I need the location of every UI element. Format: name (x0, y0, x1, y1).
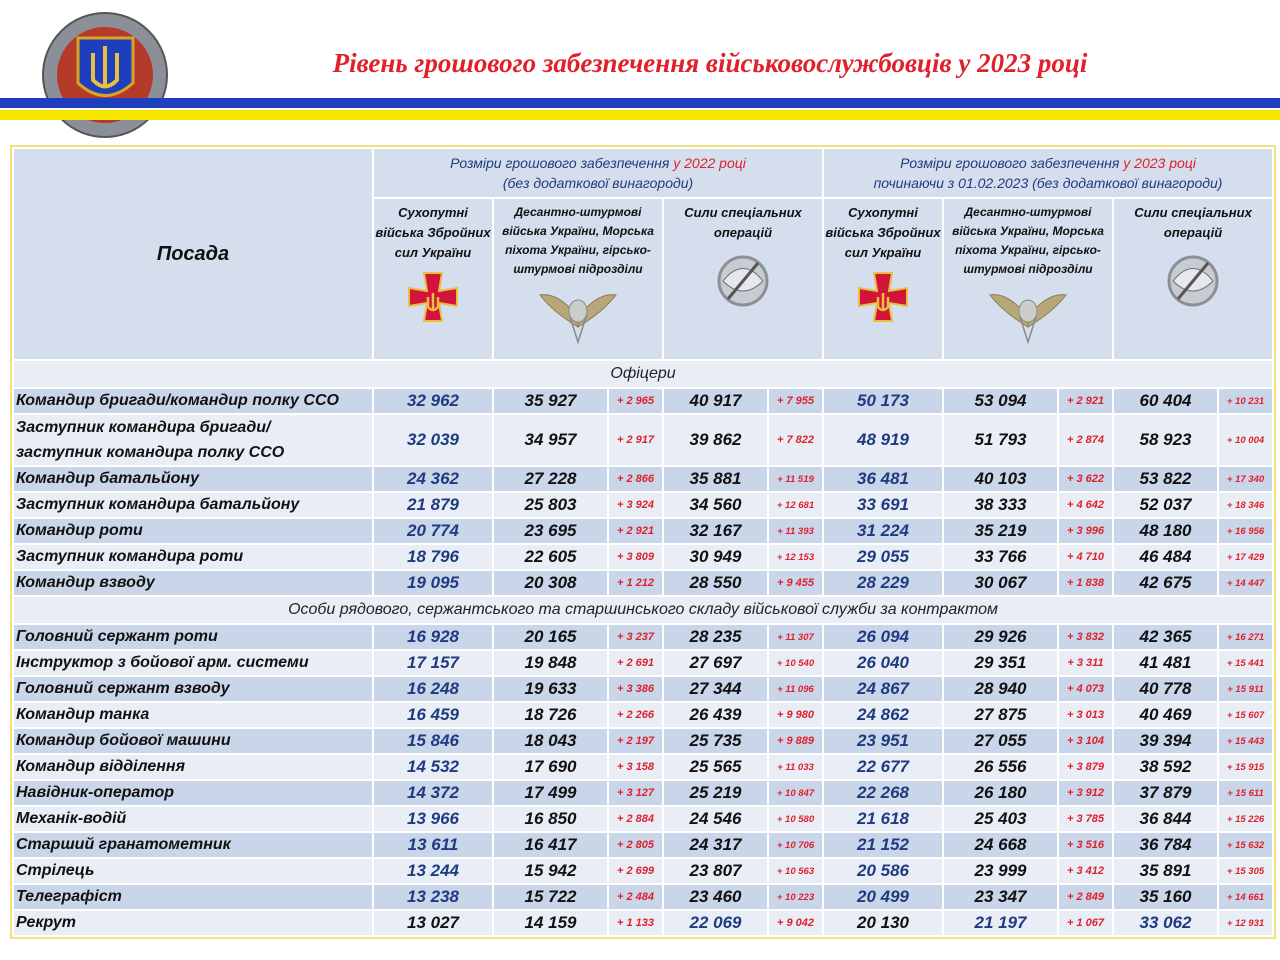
salary-cell: 19 848 (494, 651, 607, 675)
salary-cell: 16 850 (494, 807, 607, 831)
increase-cell: + 14 447 (1219, 571, 1272, 595)
increase-cell: + 1 838 (1059, 571, 1112, 595)
increase-cell: + 3 996 (1059, 519, 1112, 543)
salary-cell: 20 130 (824, 911, 942, 935)
salary-cell: 16 417 (494, 833, 607, 857)
position-name: Командир танка (14, 703, 372, 727)
air-assault-wings-icon (988, 287, 1068, 349)
salary-cell: 33 691 (824, 493, 942, 517)
salary-cell: 26 556 (944, 755, 1057, 779)
salary-cell: 17 690 (494, 755, 607, 779)
increase-cell: + 16 271 (1219, 625, 1272, 649)
section-header: Особи рядового, сержантського та старшинського складу військової служби за контрактом (14, 597, 1272, 623)
table-row (14, 467, 1272, 491)
increase-cell: + 10 563 (769, 859, 822, 883)
increase-cell: + 15 632 (1219, 833, 1272, 857)
salary-cell: 51 793 (944, 415, 1057, 465)
salary-cell: 22 069 (664, 911, 767, 935)
salary-cell: 20 308 (494, 571, 607, 595)
increase-cell: + 3 785 (1059, 807, 1112, 831)
increase-cell: + 16 956 (1219, 519, 1272, 543)
table-row (14, 625, 1272, 649)
increase-cell: + 2 965 (609, 389, 662, 413)
increase-cell: + 9 455 (769, 571, 822, 595)
increase-cell: + 11 096 (769, 677, 822, 701)
salary-cell: 35 219 (944, 519, 1057, 543)
increase-cell: + 10 580 (769, 807, 822, 831)
increase-cell: + 10 231 (1219, 389, 1272, 413)
salary-cell: 13 244 (374, 859, 492, 883)
increase-cell: + 2 917 (609, 415, 662, 465)
table-row (14, 755, 1272, 779)
salary-cell: 26 180 (944, 781, 1057, 805)
increase-cell: + 15 915 (1219, 755, 1272, 779)
salary-cell: 39 394 (1114, 729, 1217, 753)
salary-cell: 17 499 (494, 781, 607, 805)
salary-cell: 14 372 (374, 781, 492, 805)
salary-cell: 16 928 (374, 625, 492, 649)
increase-cell: + 3 386 (609, 677, 662, 701)
position-name: Механік-водій (14, 807, 372, 831)
group-note: починаючи з 01.02.2023 (без додаткової винагороди) (873, 175, 1223, 191)
salary-cell: 42 675 (1114, 571, 1217, 595)
increase-cell: + 3 809 (609, 545, 662, 569)
salary-cell: 22 605 (494, 545, 607, 569)
salary-cell: 13 027 (374, 911, 492, 935)
salary-cell: 16 248 (374, 677, 492, 701)
salary-cell: 25 565 (664, 755, 767, 779)
increase-cell: + 15 611 (1219, 781, 1272, 805)
group-label: Розміри грошового забезпечення (450, 155, 674, 171)
flag-stripe-yellow (0, 110, 1280, 120)
salary-cell: 22 677 (824, 755, 942, 779)
group-year: у 2023 році (1123, 155, 1196, 171)
increase-cell: + 3 832 (1059, 625, 1112, 649)
salary-cell: 14 159 (494, 911, 607, 935)
increase-cell: + 12 681 (769, 493, 822, 517)
salary-cell: 27 228 (494, 467, 607, 491)
increase-cell: + 15 911 (1219, 677, 1272, 701)
salary-cell: 25 735 (664, 729, 767, 753)
increase-cell: + 11 519 (769, 467, 822, 491)
salary-cell: 29 055 (824, 545, 942, 569)
increase-cell: + 11 393 (769, 519, 822, 543)
salary-cell: 17 157 (374, 651, 492, 675)
branch-header (824, 199, 942, 359)
increase-cell: + 3 912 (1059, 781, 1112, 805)
increase-cell: + 1 067 (1059, 911, 1112, 935)
increase-cell: + 10 540 (769, 651, 822, 675)
salary-cell: 21 152 (824, 833, 942, 857)
increase-cell: + 2 484 (609, 885, 662, 909)
salary-cell: 46 484 (1114, 545, 1217, 569)
salary-cell: 13 966 (374, 807, 492, 831)
table-row (14, 545, 1272, 569)
salary-cell: 24 668 (944, 833, 1057, 857)
salary-cell: 29 351 (944, 651, 1057, 675)
increase-cell: + 15 305 (1219, 859, 1272, 883)
position-name: Головний сержант взводу (14, 677, 372, 701)
salary-cell: 33 062 (1114, 911, 1217, 935)
increase-cell: + 2 884 (609, 807, 662, 831)
table-row (14, 859, 1272, 883)
salary-cell: 38 592 (1114, 755, 1217, 779)
increase-cell: + 17 340 (1219, 467, 1272, 491)
salary-cell: 41 481 (1114, 651, 1217, 675)
ground-forces-cross-icon (400, 271, 466, 333)
increase-cell: + 2 874 (1059, 415, 1112, 465)
increase-cell: + 3 924 (609, 493, 662, 517)
increase-cell: + 17 429 (1219, 545, 1272, 569)
table-row (14, 519, 1272, 543)
salary-cell: 21 879 (374, 493, 492, 517)
page-title: Рівень грошового забезпечення військовослужбовців у 2023 році (332, 48, 1088, 78)
increase-cell: + 2 266 (609, 703, 662, 727)
increase-cell: + 2 921 (609, 519, 662, 543)
salary-cell: 28 940 (944, 677, 1057, 701)
special-operations-emblem-icon (703, 251, 783, 313)
salary-cell: 23 951 (824, 729, 942, 753)
salary-cell: 50 173 (824, 389, 942, 413)
salary-cell: 22 268 (824, 781, 942, 805)
salary-cell: 25 803 (494, 493, 607, 517)
salary-cell: 40 469 (1114, 703, 1217, 727)
salary-cell: 37 879 (1114, 781, 1217, 805)
increase-cell: + 15 226 (1219, 807, 1272, 831)
position-name: Заступник командира батальйону (14, 493, 372, 517)
ground-forces-cross-icon (850, 271, 916, 333)
salary-cell: 39 862 (664, 415, 767, 465)
salary-cell: 34 957 (494, 415, 607, 465)
increase-cell: + 2 866 (609, 467, 662, 491)
salary-cell: 36 844 (1114, 807, 1217, 831)
salary-cell: 36 481 (824, 467, 942, 491)
position-name: Командир роти (14, 519, 372, 543)
position-name: Старший гранатометник (14, 833, 372, 857)
salary-cell: 23 347 (944, 885, 1057, 909)
position-name: Рекрут (14, 911, 372, 935)
salary-cell: 34 560 (664, 493, 767, 517)
salary-cell: 27 697 (664, 651, 767, 675)
salary-cell: 13 611 (374, 833, 492, 857)
salary-cell: 20 774 (374, 519, 492, 543)
salary-cell: 48 919 (824, 415, 942, 465)
table-row (14, 651, 1272, 675)
table-row (14, 885, 1272, 909)
increase-cell: + 3 412 (1059, 859, 1112, 883)
column-header-posada: Посада (14, 149, 372, 359)
increase-cell: + 2 197 (609, 729, 662, 753)
salary-cell: 27 055 (944, 729, 1057, 753)
salary-cell: 21 197 (944, 911, 1057, 935)
increase-cell: + 2 699 (609, 859, 662, 883)
salary-cell: 53 094 (944, 389, 1057, 413)
ministry-of-defence-emblem (38, 8, 173, 143)
branch-header (374, 199, 492, 359)
table-row (14, 493, 1272, 517)
salary-cell: 18 796 (374, 545, 492, 569)
salary-cell: 48 180 (1114, 519, 1217, 543)
salary-cell: 35 927 (494, 389, 607, 413)
increase-cell: + 3 311 (1059, 651, 1112, 675)
increase-cell: + 4 710 (1059, 545, 1112, 569)
table-row (14, 677, 1272, 701)
increase-cell: + 10 706 (769, 833, 822, 857)
salary-cell: 24 862 (824, 703, 942, 727)
increase-cell: + 12 931 (1219, 911, 1272, 935)
increase-cell: + 4 073 (1059, 677, 1112, 701)
salary-cell: 19 633 (494, 677, 607, 701)
salary-cell: 23 807 (664, 859, 767, 883)
salary-cell: 27 875 (944, 703, 1057, 727)
salary-cell: 21 618 (824, 807, 942, 831)
increase-cell: + 3 516 (1059, 833, 1112, 857)
salary-cell: 26 439 (664, 703, 767, 727)
increase-cell: + 12 153 (769, 545, 822, 569)
increase-cell: + 2 921 (1059, 389, 1112, 413)
increase-cell: + 3 237 (609, 625, 662, 649)
air-assault-wings-icon (538, 287, 618, 349)
increase-cell: + 9 980 (769, 703, 822, 727)
salary-cell: 18 726 (494, 703, 607, 727)
branch-label: Сили спеціальних операцій (684, 205, 802, 240)
group-header-2023 (824, 149, 1272, 197)
salary-cell: 58 923 (1114, 415, 1217, 465)
increase-cell: + 7 955 (769, 389, 822, 413)
salary-cell: 20 586 (824, 859, 942, 883)
salary-cell: 20 165 (494, 625, 607, 649)
branch-header (664, 199, 822, 359)
branch-label: Сухопутні війська Збройних сил України (825, 205, 941, 260)
branch-header (1114, 199, 1272, 359)
branch-label: Сухопутні війська Збройних сил України (375, 205, 491, 260)
position-name: Головний сержант роти (14, 625, 372, 649)
salary-cell: 60 404 (1114, 389, 1217, 413)
salary-cell: 23 999 (944, 859, 1057, 883)
salary-cell: 26 094 (824, 625, 942, 649)
increase-cell: + 1 212 (609, 571, 662, 595)
increase-cell: + 9 889 (769, 729, 822, 753)
salary-cell: 42 365 (1114, 625, 1217, 649)
salary-cell: 24 546 (664, 807, 767, 831)
branch-label: Десантно-штурмові війська України, Морська піхота України, гірсько-штурмові підрозділи (952, 205, 1104, 276)
salary-cell: 40 103 (944, 467, 1057, 491)
increase-cell: + 3 158 (609, 755, 662, 779)
increase-cell: + 3 013 (1059, 703, 1112, 727)
position-name: Заступник командира роти (14, 545, 372, 569)
table-row (14, 389, 1272, 413)
salary-cell: 27 344 (664, 677, 767, 701)
increase-cell: + 18 346 (1219, 493, 1272, 517)
table-row (14, 833, 1272, 857)
position-name: Командир бригади/командир полку ССО (14, 389, 372, 413)
salary-cell: 32 039 (374, 415, 492, 465)
position-name: Навідник-оператор (14, 781, 372, 805)
salary-cell: 15 942 (494, 859, 607, 883)
salary-cell: 35 891 (1114, 859, 1217, 883)
position-name: Заступник командира бригади/ заступник командира полку ССО (14, 415, 372, 465)
salary-cell: 30 067 (944, 571, 1057, 595)
branch-label: Десантно-штурмові війська України, Морська піхота України, гірсько-штурмові підрозділи (502, 205, 654, 276)
salary-cell: 36 784 (1114, 833, 1217, 857)
salary-cell: 32 962 (374, 389, 492, 413)
salary-cell: 13 238 (374, 885, 492, 909)
salary-cell: 26 040 (824, 651, 942, 675)
salary-cell: 15 846 (374, 729, 492, 753)
increase-cell: + 2 805 (609, 833, 662, 857)
table-row (14, 703, 1272, 727)
salary-cell: 15 722 (494, 885, 607, 909)
increase-cell: + 10 223 (769, 885, 822, 909)
salary-cell: 33 766 (944, 545, 1057, 569)
position-name: Командир взводу (14, 571, 372, 595)
increase-cell: + 11 307 (769, 625, 822, 649)
increase-cell: + 4 642 (1059, 493, 1112, 517)
salary-cell: 31 224 (824, 519, 942, 543)
salary-cell: 24 317 (664, 833, 767, 857)
salary-cell: 23 460 (664, 885, 767, 909)
salary-cell: 18 043 (494, 729, 607, 753)
salary-cell: 35 160 (1114, 885, 1217, 909)
increase-cell: + 15 607 (1219, 703, 1272, 727)
salary-cell: 32 167 (664, 519, 767, 543)
salary-cell: 28 235 (664, 625, 767, 649)
table-row (14, 807, 1272, 831)
group-label: Розміри грошового забезпечення (900, 155, 1124, 171)
salary-cell: 25 219 (664, 781, 767, 805)
salary-cell: 24 867 (824, 677, 942, 701)
salary-cell: 35 881 (664, 467, 767, 491)
increase-cell: + 15 441 (1219, 651, 1272, 675)
salary-cell: 40 778 (1114, 677, 1217, 701)
position-name: Стрілець (14, 859, 372, 883)
increase-cell: + 3 127 (609, 781, 662, 805)
table-row (14, 571, 1272, 595)
increase-cell: + 11 033 (769, 755, 822, 779)
salary-cell: 24 362 (374, 467, 492, 491)
salary-table (10, 145, 1276, 939)
section-header: Офіцери (14, 361, 1272, 387)
increase-cell: + 10 847 (769, 781, 822, 805)
salary-cell: 53 822 (1114, 467, 1217, 491)
branch-header (944, 199, 1112, 359)
position-name: Командир бойової машини (14, 729, 372, 753)
salary-cell: 23 695 (494, 519, 607, 543)
table-row (14, 729, 1272, 753)
position-name: Інструктор з бойової арм. системи (14, 651, 372, 675)
branch-label: Сили спеціальних операцій (1134, 205, 1252, 240)
increase-cell: + 3 879 (1059, 755, 1112, 779)
salary-cell: 30 949 (664, 545, 767, 569)
table-row (14, 911, 1272, 935)
increase-cell: + 3 104 (1059, 729, 1112, 753)
increase-cell: + 14 661 (1219, 885, 1272, 909)
salary-cell: 40 917 (664, 389, 767, 413)
salary-cell: 20 499 (824, 885, 942, 909)
increase-cell: + 1 133 (609, 911, 662, 935)
salary-cell: 14 532 (374, 755, 492, 779)
salary-cell: 16 459 (374, 703, 492, 727)
increase-cell: + 9 042 (769, 911, 822, 935)
salary-cell: 28 229 (824, 571, 942, 595)
group-header-2022 (374, 149, 822, 197)
increase-cell: + 15 443 (1219, 729, 1272, 753)
table-row (14, 781, 1272, 805)
increase-cell: + 3 622 (1059, 467, 1112, 491)
position-name: Командир батальйону (14, 467, 372, 491)
group-year: у 2022 році (673, 155, 746, 171)
branch-header (494, 199, 662, 359)
salary-cell: 52 037 (1114, 493, 1217, 517)
position-name: Командир відділення (14, 755, 372, 779)
salary-cell: 25 403 (944, 807, 1057, 831)
increase-cell: + 7 822 (769, 415, 822, 465)
table-row (14, 415, 1272, 465)
group-note: (без додаткової винагороди) (502, 175, 694, 191)
increase-cell: + 2 691 (609, 651, 662, 675)
salary-cell: 29 926 (944, 625, 1057, 649)
special-operations-emblem-icon (1153, 251, 1233, 313)
salary-cell: 19 095 (374, 571, 492, 595)
salary-cell: 28 550 (664, 571, 767, 595)
increase-cell: + 10 004 (1219, 415, 1272, 465)
increase-cell: + 2 849 (1059, 885, 1112, 909)
position-name: Телеграфіст (14, 885, 372, 909)
salary-cell: 38 333 (944, 493, 1057, 517)
